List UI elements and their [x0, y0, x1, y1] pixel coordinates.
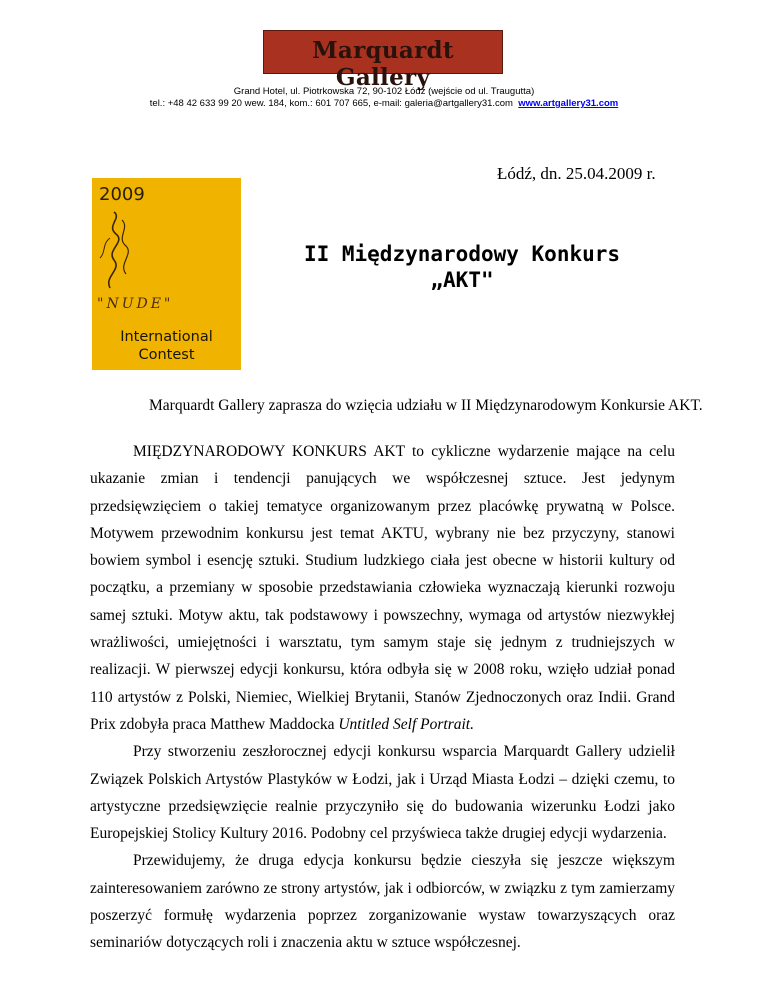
badge-line-2: Contest: [138, 347, 195, 363]
p3-last-line: seminariów dotyczących roli i znaczenia aktu w sztuce współczesnej.: [90, 934, 521, 952]
p3-line: zainteresowaniem zarówno ze strony artystów, jak i odbiorców, w związku z tym zamierzamy: [90, 879, 675, 897]
badge-caption: [92, 328, 241, 364]
logo-text: Marquardt Gallery: [312, 37, 454, 91]
address-line: Grand Hotel, ul. Piotrkowska 72, 90-102 Łódź (wejście od ul. Traugutta): [233, 86, 535, 97]
p1-line: realizacji. W pierwszej edycji konkursu, która odbyła się w 2008 roku, wzięło udział ponad: [90, 661, 675, 679]
p1-line: ukazanie zmian i tendencji panujących we współczesnej sztuce. Jest jedynym: [90, 470, 675, 488]
p1-line: wrażliwości, umiejętności i warsztatu, tym samym staje się jednym z trudniejszych w: [90, 634, 675, 652]
p2-last-line: Europejskiej Stolicy Kultury 2016. Podobny cel przyświeca także drugiej edycji wydarzenia.: [90, 825, 667, 843]
p2-line: artystyczne przedsięwzięcie realnie przyczyniło się do budowania wizerunku Łodzi jako: [90, 797, 675, 815]
p2-line: Związek Polskich Artystów Plastyków w Łodzi, jak i Urząd Miasta Łodzi – dzięki czemu, to: [90, 770, 675, 788]
p1-last-line: [90, 711, 675, 738]
gallery-logo: [263, 30, 503, 91]
contact-text: tel.: +48 42 633 99 20 wew. 184, kom.: 601 707 665, e-mail: galeria@artgallery31.com: [149, 98, 513, 109]
intro-paragraph: Marquardt Gallery zaprasza do wzięcia udziału w II Międzynarodowym Konkursie AKT.: [149, 397, 703, 414]
website-link[interactable]: www.artgallery31.com: [518, 98, 619, 109]
p1-line: bowiem symbol i esencję sztuki. Studium ludzkiego ciała jest obecne w historii kultury od: [90, 552, 675, 570]
p1-line: Motywem przewodnim konkursu jest temat AKTU, wybrany nie bez przyczyny, stanowi: [90, 524, 675, 542]
badge-year: 2009: [99, 184, 145, 205]
badge-line-1: International: [120, 329, 213, 345]
p1-line: samej sztuki. Motyw aktu, tak podstawowy i powszechny, wymaga od artystów niezwykłej: [90, 606, 675, 624]
document-title: [262, 241, 662, 293]
p1-line: początku, a przemiany w sposobie przedstawiania człowieka wyznaczają kierunki rozwoju: [90, 579, 675, 597]
p1-line: przedsięwzięciem o takiej tematyce organizowanym przez placówkę prywatną w Polsce.: [90, 497, 675, 515]
title-line-1: II Międzynarodowy Konkurs: [303, 242, 621, 266]
paragraph-1: [90, 438, 675, 957]
title-line-2: „AKT": [430, 268, 494, 292]
contact-line: [0, 98, 768, 110]
p1-line: MIĘDZYNARODOWY KONKURS AKT to cykliczne wydarzenie mające na celu: [133, 443, 675, 460]
p3-line: poszerzyć formułę wydarzenia poprzez zorganizowanie wystaw towarzyszących oraz: [90, 907, 675, 925]
contest-badge: [92, 178, 241, 370]
p1-last-prefix: Prix zdobyła praca Matthew Maddocka: [90, 715, 339, 733]
letter-date: Łódź, dn. 25.04.2009 r.: [497, 164, 656, 183]
p2-line: Przy stworzeniu zeszłorocznej edycji konkursu wsparcia Marquardt Gallery udzielił: [133, 743, 675, 761]
artwork-title: Untitled Self Portrait.: [338, 715, 474, 733]
p1-line: 110 artystów z Polski, Niemiec, Wielkiej Brytanii, Stanów Zjednoczonych oraz Indii. Grand: [90, 688, 675, 706]
p3-line: Przewidujemy, że druga edycja konkursu będzie cieszyła się jeszcze większym: [133, 852, 675, 870]
badge-nude-text: "NUDE": [97, 296, 174, 312]
